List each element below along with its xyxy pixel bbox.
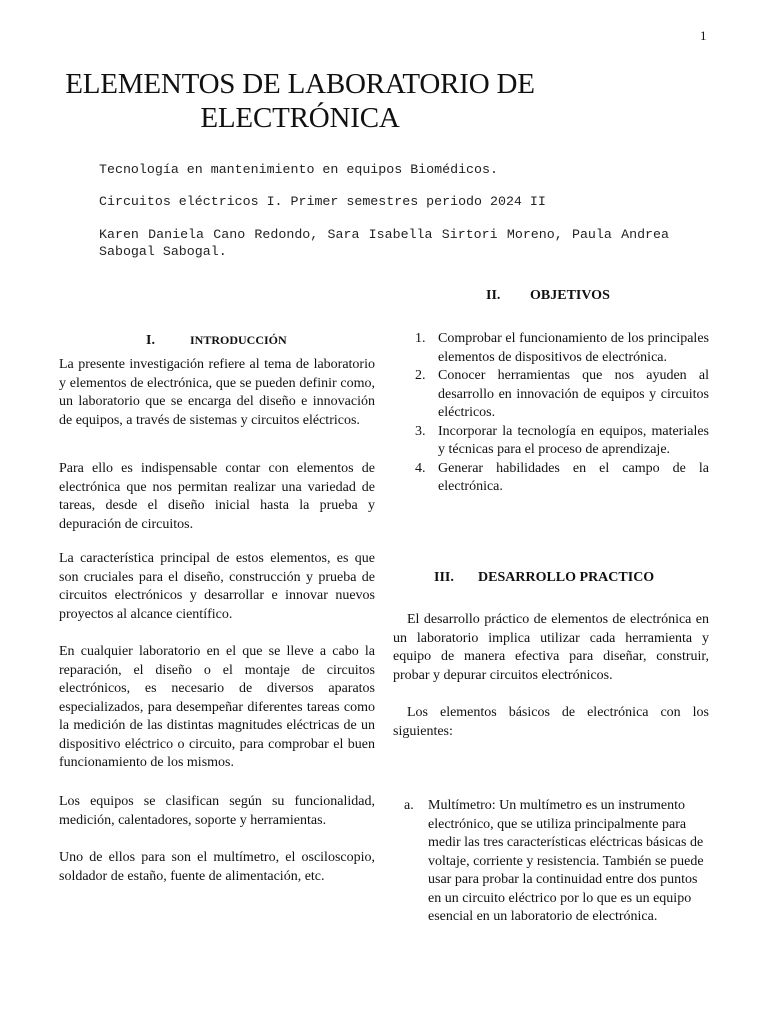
page-title <box>40 67 560 135</box>
list-item-text: Multímetro: Un multímetro es un instrumento electrónico, que se utiliza principalmente para medir las tres características eléctricas básicas de voltaje, corriente y resistencia. También se puede usar para probar la continuidad entre dos puntos en un circuito eléctrico por lo que es un equipo esencial en un laboratorio de electrónica. <box>428 798 704 924</box>
intro-paragraph: Los equipos se clasifican según su funcionalidad, medición, calentadores, soporte y herramientas. <box>59 794 375 828</box>
program-line: Tecnología en mantenimiento en equipos Biomédicos. <box>99 162 498 177</box>
course-line: Circuitos eléctricos I. Primer semestres periodo 2024 II <box>99 194 546 209</box>
list-marker: a. <box>404 798 414 813</box>
list-marker: 3. <box>415 423 426 439</box>
practice-paragraph-text: El desarrollo práctico de elementos de electrónica en un laboratorio implica utilizar cada herramienta y equipo de manera efectiva para diseñar, construir, probar y depurar circuitos electrónicos. <box>393 612 709 683</box>
section-heading-practice <box>434 570 654 586</box>
section-heading-intro <box>146 333 287 349</box>
objectives-list <box>398 330 709 497</box>
intro-paragraph: Uno de ellos para son el multímetro, el osciloscopio, soldador de estaño, fuente de alimentación, etc. <box>59 850 375 884</box>
authors-line: Karen Daniela Cano Redondo, Sara Isabella Sirtori Moreno, Paula Andrea Sabogal Sabogal. <box>99 227 669 259</box>
list-item-text: Comprobar el funcionamiento de los principales elementos de dispositivos de electrónica. <box>438 331 709 365</box>
intro-paragraph: La característica principal de estos elementos, es que son cruciales para el diseño, construcción y prueba de circuitos electrónicos y desarrollar e innovar nuevos proyectos al alcance científico. <box>59 551 375 622</box>
list-marker: 2. <box>415 368 426 383</box>
list-marker: 4. <box>415 460 426 476</box>
intro-paragraph: En cualquier laboratorio en el que se lleve a cabo la reparación, el diseño o el montaje de circuitos electrónicos, es necesario de diversos aparatos especializados, para desempeñar diferentes tareas como la medición de las distintas magnitudes eléctricas de un dispositivo eléctrico o circuito, para comprobar el buen funcionamiento de los mismos. <box>59 644 375 770</box>
intro-paragraph: Para ello es indispensable contar con elementos de electrónica que nos permitan realizar una variedad de tareas, desde el diseño inicial hasta la prueba y depuración de circuitos. <box>59 461 375 532</box>
list-item <box>398 423 709 460</box>
list-marker: 1. <box>415 331 426 346</box>
list-item <box>404 797 709 927</box>
list-item <box>398 367 709 423</box>
section-number: II. <box>486 288 501 303</box>
list-item-text: Generar habilidades en el campo de la electrónica. <box>438 460 709 494</box>
intro-paragraph: La presente investigación refiere al tema de laboratorio y elementos de electrónica, que se pueden definir como, un laboratorio que se encarga del diseño e innovación de equipos, a través de sistemas y circuitos eléctricos. <box>59 357 375 428</box>
title-line-2: ELECTRÓNICA <box>200 102 400 134</box>
section-title: INTRODUCCIÓN <box>190 333 287 347</box>
practice-paragraph <box>393 611 709 685</box>
list-item-text: Conocer herramientas que nos ayuden al desarrollo en innovación de equipos y circuitos eléctricos. <box>438 368 709 420</box>
section-title: DESARROLLO PRACTICO <box>478 570 655 585</box>
section-number: III. <box>434 570 454 585</box>
title-line-1: ELEMENTOS DE LABORATORIO DE <box>65 68 535 100</box>
section-title: OBJETIVOS <box>530 288 610 303</box>
section-number: I. <box>146 333 155 348</box>
practice-paragraph-text: Los elementos básicos de electrónica con los siguientes: <box>393 705 709 739</box>
list-item <box>398 460 709 497</box>
practice-paragraph <box>393 704 709 741</box>
list-item <box>398 330 709 367</box>
list-item-text: Incorporar la tecnología en equipos, materiales y técnicas para el proceso de aprendizaje. <box>438 423 709 457</box>
section-heading-objectives <box>486 288 610 304</box>
page-number: 1 <box>700 28 707 43</box>
